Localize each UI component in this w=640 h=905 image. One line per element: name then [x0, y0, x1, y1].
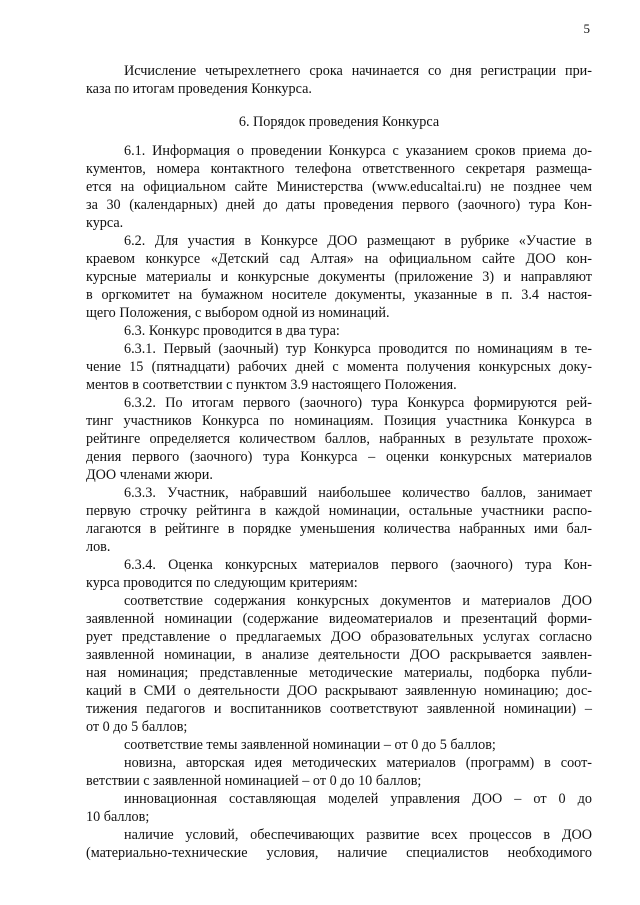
text-line: 6.3. Конкурс проводится в два тура:: [124, 323, 340, 339]
text-line: ветствии с заявленной номинацией – от 0 до 10 баллов;: [86, 773, 422, 789]
text-line: кументов, номера контактного телефона ответственного секретаря размеща-: [86, 161, 592, 177]
text-line: за 30 (календарных) дней до даты проведения первого (заочного) тура Кон-: [86, 197, 592, 213]
text-line: ментов в соответствии с пунктом 3.9 настоящего Положения.: [86, 377, 457, 393]
text-line: краевом конкурсе «Детский сад Алтая» на официальном сайте ДОО кон-: [86, 251, 592, 267]
text-line: курса.: [86, 215, 124, 231]
text-line: новизна, авторская идея методических материалов (программ) в соот-: [124, 755, 592, 771]
text-line: 6.3.1. Первый (заочный) тур Конкурса проводится по номинациям в те-: [124, 341, 592, 357]
text-line: ется на официальном сайте Министерства (www.educaltai.ru) не позднее чем: [86, 179, 592, 195]
text-line: соответствие темы заявленной номинации – от 0 до 5 баллов;: [124, 737, 496, 753]
text-line: дения первого (заочного) тура Конкурса – оценки конкурсных материалов: [86, 449, 592, 465]
text-line: 6.2. Для участия в Конкурсе ДОО размещают в рубрике «Участие в: [124, 233, 592, 249]
text-line: 6.1. Информация о проведении Конкурса с указанием сроков приема до-: [124, 143, 592, 159]
page-number: 5: [583, 21, 590, 36]
text-line: 6.3.3. Участник, набравший наибольшее количество баллов, занимает: [124, 485, 592, 501]
text-line: курсные материалы и конкурсные документы (приложение 3) и направляют: [86, 269, 592, 285]
text-line: (материально-технические условия, наличие специалистов необходимого: [86, 845, 592, 861]
text-line: первую строчку рейтинга в каждой номинации, остальные участники распо-: [86, 503, 592, 519]
text-line: в оргкомитет на бумажном носителе документы, указанные в п. 3.4 настоя-: [86, 287, 592, 303]
text-line: Исчисление четырехлетнего срока начинается со дня регистрации при-: [124, 63, 592, 79]
section-heading: 6. Порядок проведения Конкурса: [238, 114, 440, 130]
text-line: щего Положения, с выбором одной из номинаций.: [86, 305, 390, 321]
text-line: заявленной номинации, в анализе деятельности ДОО раскрывается заявлен-: [86, 647, 592, 663]
text-line: ДОО членами жюри.: [86, 467, 213, 483]
text-line: от 0 до 5 баллов;: [86, 719, 188, 735]
text-line: ная номинация; представленные методические материалы, подборка публи-: [86, 665, 592, 681]
text-line: инновационная составляющая моделей управления ДОО – от 0 до: [124, 791, 592, 807]
text-line: каза по итогам проведения Конкурса.: [86, 81, 312, 97]
text-line: курса проводится по следующим критериям:: [86, 575, 358, 591]
text-line: рейтинге определяется количеством баллов, набранных в результате прохож-: [86, 431, 592, 447]
text-line: 10 баллов;: [86, 809, 150, 825]
text-line: лов.: [86, 539, 111, 555]
text-line: 6.3.4. Оценка конкурсных материалов первого (заочного) тура Кон-: [124, 557, 592, 573]
text-line: наличие условий, обеспечивающих развитие всех процессов в ДОО: [124, 827, 592, 843]
text-line: каций в СМИ о деятельности ДОО раскрывают заявленную номинацию; дос-: [86, 683, 592, 699]
text-line: заявленной номинации (содержание видеоматериалов и презентаций форми-: [86, 611, 592, 627]
text-line: соответствие содержания конкурсных документов и материалов ДОО: [124, 593, 592, 609]
text-line: чение 15 (пятнадцати) рабочих дней с момента получения конкурсных доку-: [86, 359, 592, 375]
text-line: рует представление о предлагаемых ДОО образовательных услугах согласно: [86, 629, 592, 645]
text-line: тижения педагогов и воспитанников соответствуют заявленной номинации) –: [86, 701, 592, 717]
text-line: лагаются в рейтинге в порядке уменьшения количества набранных ими бал-: [86, 521, 592, 537]
text-line: 6.3.2. По итогам первого (заочного) тура Конкурса формируются рей-: [124, 395, 592, 411]
text-line: тинг участников Конкурса по номинациям. Позиция участника Конкурса в: [86, 413, 592, 429]
